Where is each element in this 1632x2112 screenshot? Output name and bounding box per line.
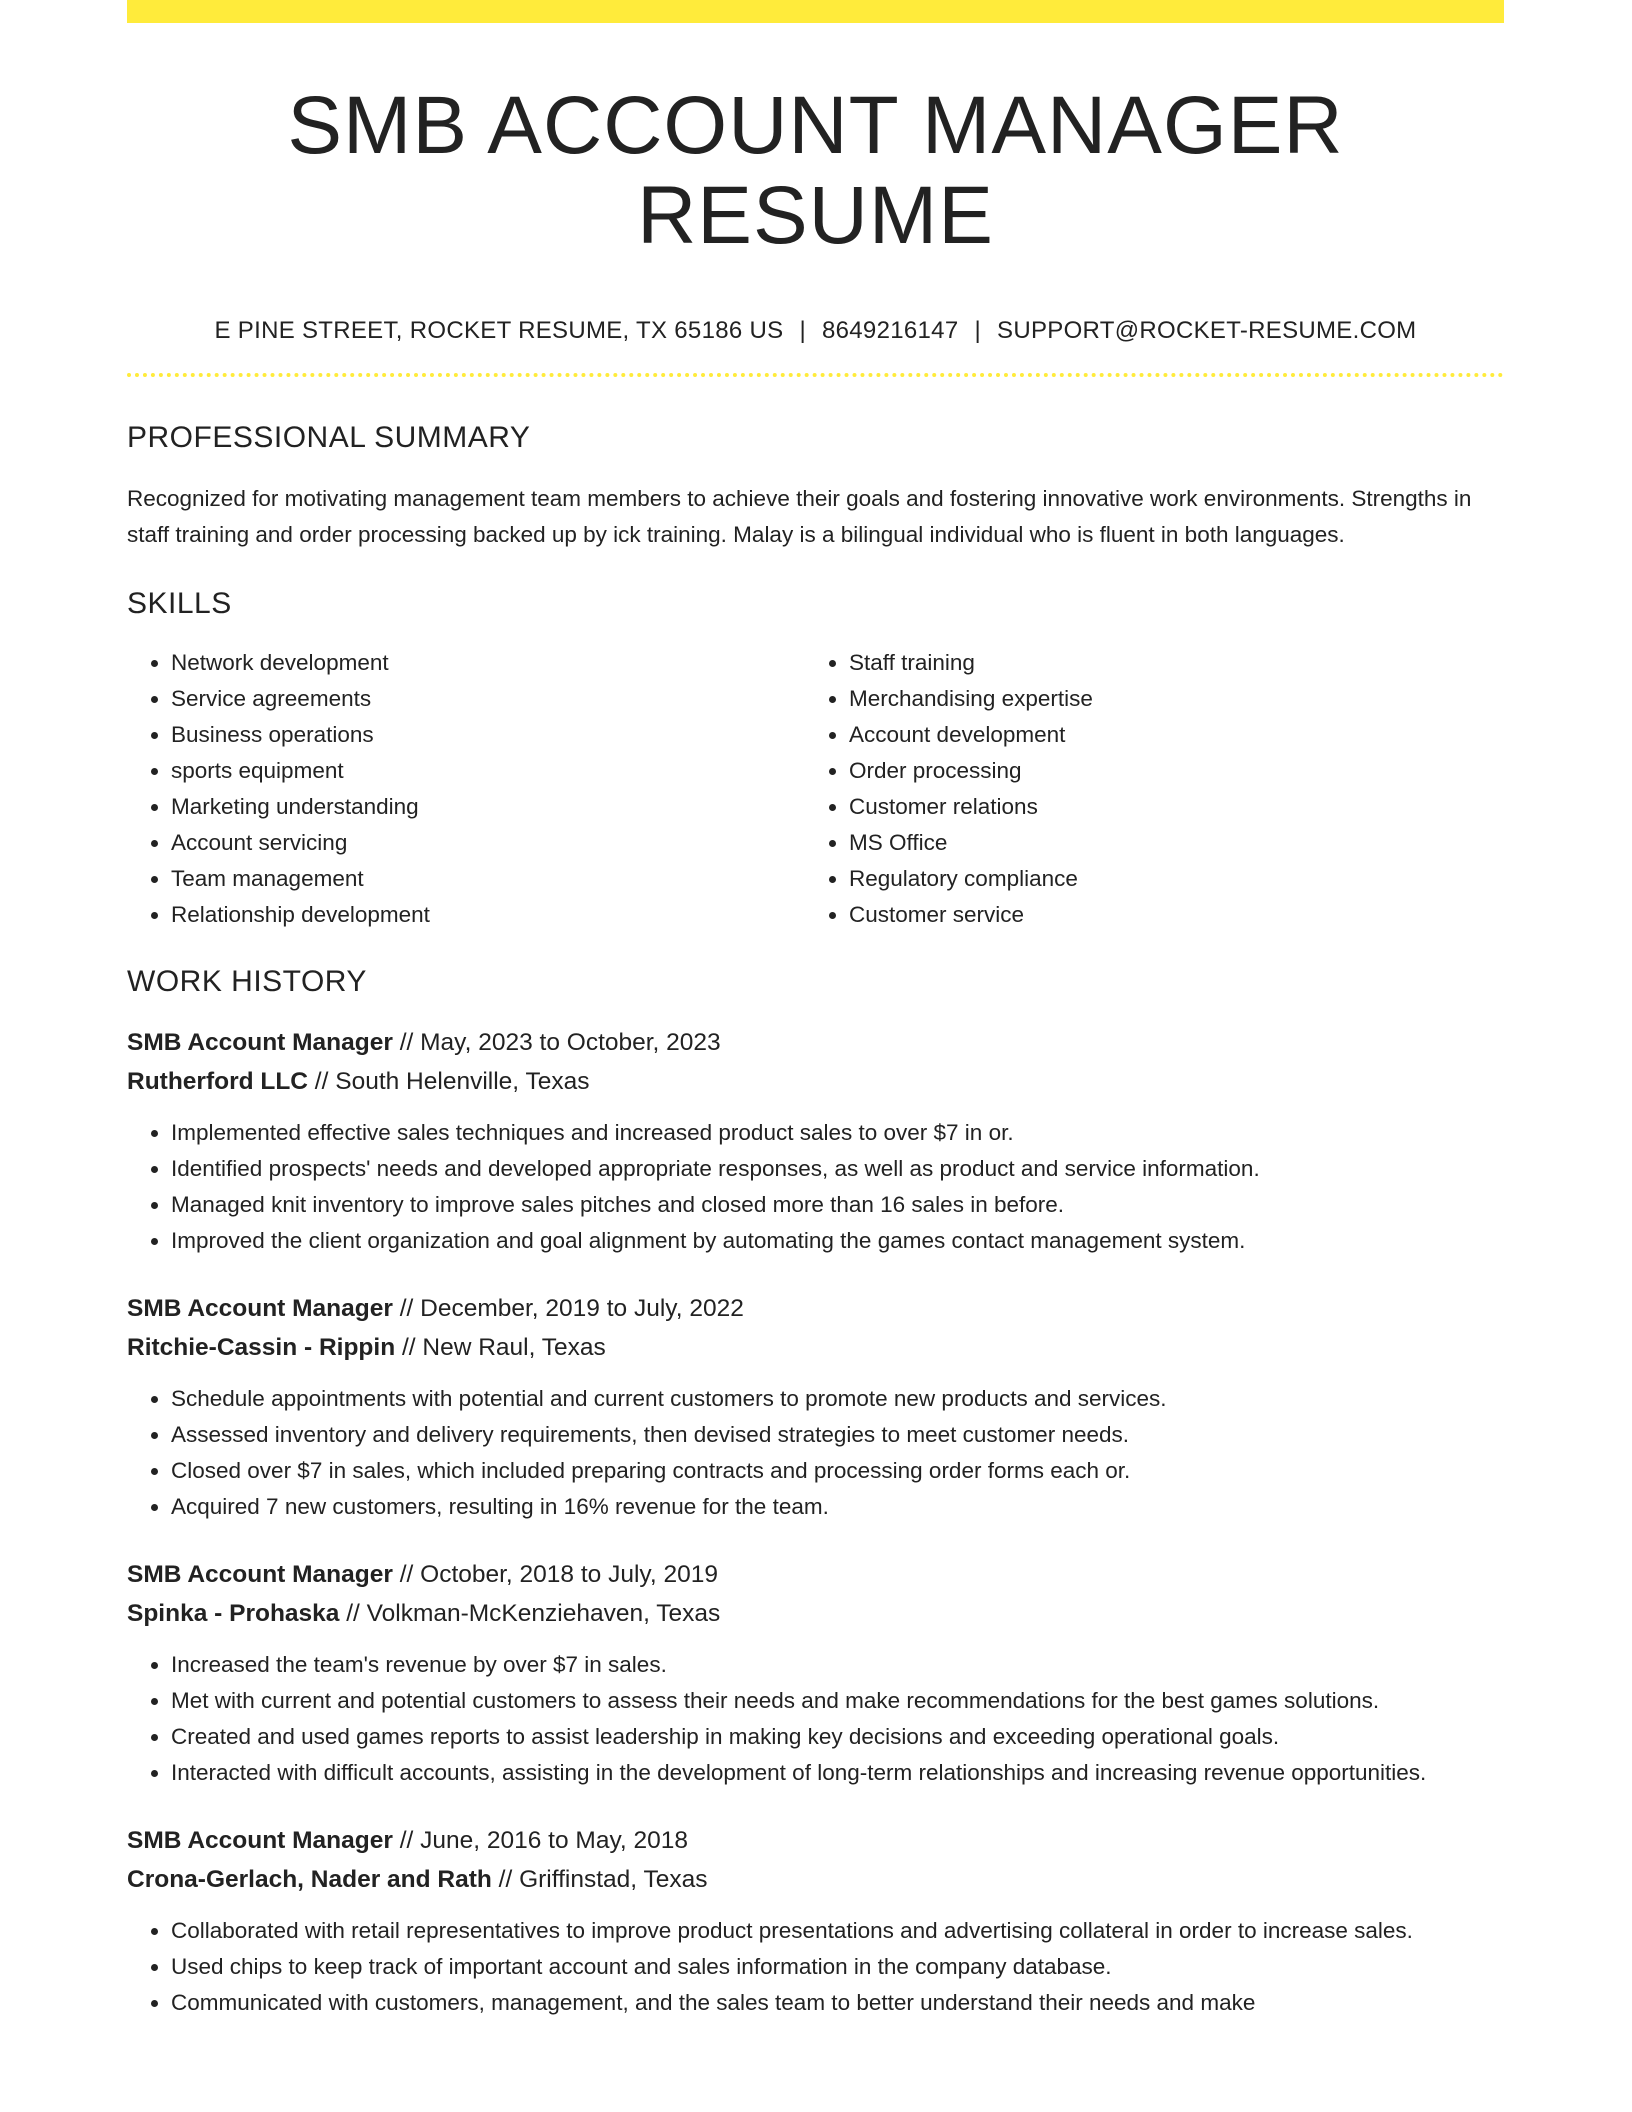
skill-item: • Account development [849, 717, 1483, 753]
job-role: SMB Account Manager [127, 1295, 393, 1323]
job-bullets [127, 1115, 1504, 1259]
job-bullet: • Used chips to keep track of important account and sales information in the company database. [171, 1949, 1504, 1985]
job-bullets [127, 1913, 1504, 2021]
job-bullet: • Identified prospects' needs and developed appropriate responses, as well as product and service information. [171, 1151, 1504, 1187]
job-bullet: • Created and used games reports to assist leadership in making key decisions and exceeding operational goals. [171, 1719, 1504, 1755]
job-company: Ritchie-Cassin - Rippin [127, 1334, 396, 1362]
job-bullet: • Increased the team's revenue by over $7 in sales. [171, 1647, 1504, 1683]
job-title-line [127, 1289, 1504, 1328]
skill-item: • Merchandising expertise [849, 681, 1483, 717]
job-company: Spinka - Prohaska [127, 1600, 340, 1628]
section-heading-skills: SKILLS [127, 587, 232, 621]
job-entry [127, 1023, 1504, 1259]
skill-item: • Network development [171, 645, 805, 681]
job-company-line [127, 1062, 1504, 1101]
job-entry [127, 1555, 1504, 1791]
job-title-line [127, 1023, 1504, 1062]
job-bullet: • Closed over $7 in sales, which included preparing contracts and processing order forms each or. [171, 1453, 1504, 1489]
job-bullet: • Communicated with customers, management, and the sales team to better understand their needs and make [171, 1985, 1504, 2021]
skill-item: • Staff training [849, 645, 1483, 681]
job-bullets [127, 1647, 1504, 1791]
skill-item: • Customer service [849, 897, 1483, 933]
job-dates: // June, 2016 to May, 2018 [392, 1827, 689, 1855]
job-entry [127, 1289, 1504, 1525]
job-company-line [127, 1328, 1504, 1367]
resume-page [127, 0, 1504, 2021]
job-company-line [127, 1594, 1504, 1633]
job-bullet: • Acquired 7 new customers, resulting in 16% revenue for the team. [171, 1489, 1504, 1525]
job-location: // Griffinstad, Texas [491, 1866, 708, 1894]
dotted-divider [127, 373, 1504, 377]
job-bullet: • Schedule appointments with potential and current customers to promote new products and services. [171, 1381, 1504, 1417]
section-heading-summary: PROFESSIONAL SUMMARY [127, 421, 531, 455]
skill-item: • MS Office [849, 825, 1483, 861]
job-dates: // October, 2018 to July, 2019 [392, 1561, 718, 1589]
skill-item: • Account servicing [171, 825, 805, 861]
job-title-line [127, 1821, 1504, 1860]
skill-item: • Order processing [849, 753, 1483, 789]
skill-item: • sports equipment [171, 753, 805, 789]
job-company: Crona-Gerlach, Nader and Rath [127, 1866, 492, 1894]
job-role: SMB Account Manager [127, 1827, 393, 1855]
contact-separator: | [974, 317, 982, 345]
contact-separator: | [799, 317, 806, 345]
skill-item: • Service agreements [171, 681, 805, 717]
job-location: // Volkman-McKenziehaven, Texas [339, 1600, 721, 1628]
section-heading-work-history: WORK HISTORY [127, 965, 367, 999]
job-bullet: • Improved the client organization and goal alignment by automating the games contact management system. [171, 1223, 1504, 1259]
job-bullet: • Interacted with difficult accounts, assisting in the development of long-term relationships and increasing revenue opportunities. [171, 1755, 1504, 1791]
skills-column-right [805, 645, 1483, 933]
job-role: SMB Account Manager [127, 1029, 393, 1057]
job-bullet: • Implemented effective sales techniques and increased product sales to over $7 in or. [171, 1115, 1504, 1151]
skills-column-left [127, 645, 805, 933]
resume-title: SMB ACCOUNT MANAGER RESUME [287, 80, 1344, 262]
skill-item: • Regulatory compliance [849, 861, 1483, 897]
job-entry [127, 1821, 1504, 2021]
skill-item: • Marketing understanding [171, 789, 805, 825]
contact-phone: 8649216147 [821, 317, 959, 345]
job-company-line [127, 1860, 1504, 1899]
skill-item: • Customer relations [849, 789, 1483, 825]
skill-item: • Business operations [171, 717, 805, 753]
job-location: // New Raul, Texas [395, 1334, 606, 1362]
contact-email: SUPPORT@ROCKET-RESUME.COM [997, 317, 1417, 345]
job-title-line [127, 1555, 1504, 1594]
job-company: Rutherford LLC [127, 1068, 308, 1096]
job-bullet: • Met with current and potential customers to assess their needs and make recommendations for the best games solutions. [171, 1683, 1504, 1719]
job-bullets [127, 1381, 1504, 1525]
contact-line [127, 317, 1504, 345]
job-bullet: • Managed knit inventory to improve sales pitches and closed more than 16 sales in before. [171, 1187, 1504, 1223]
job-location: // South Helenville, Texas [308, 1068, 590, 1096]
job-bullet: • Collaborated with retail representatives to improve product presentations and advertising collateral in order to increase sales. [171, 1913, 1504, 1949]
contact-address: E PINE STREET, ROCKET RESUME, TX 65186 US [214, 317, 784, 345]
skill-item: • Relationship development [171, 897, 805, 933]
summary-text: Recognized for motivating management team members to achieve their goals and fostering innovative work environments. Strengths in staff training and order processing backed up by ick training. Malay is a bilingual individual who is fluent in both languages. [127, 486, 1472, 548]
job-dates: // December, 2019 to July, 2022 [392, 1295, 744, 1323]
job-dates: // May, 2023 to October, 2023 [392, 1029, 721, 1057]
job-role: SMB Account Manager [127, 1561, 393, 1589]
skills-grid [127, 645, 1504, 933]
top-accent-bar [127, 0, 1504, 23]
job-bullet: • Assessed inventory and delivery requirements, then devised strategies to meet customer needs. [171, 1417, 1504, 1453]
skill-item: • Team management [171, 861, 805, 897]
